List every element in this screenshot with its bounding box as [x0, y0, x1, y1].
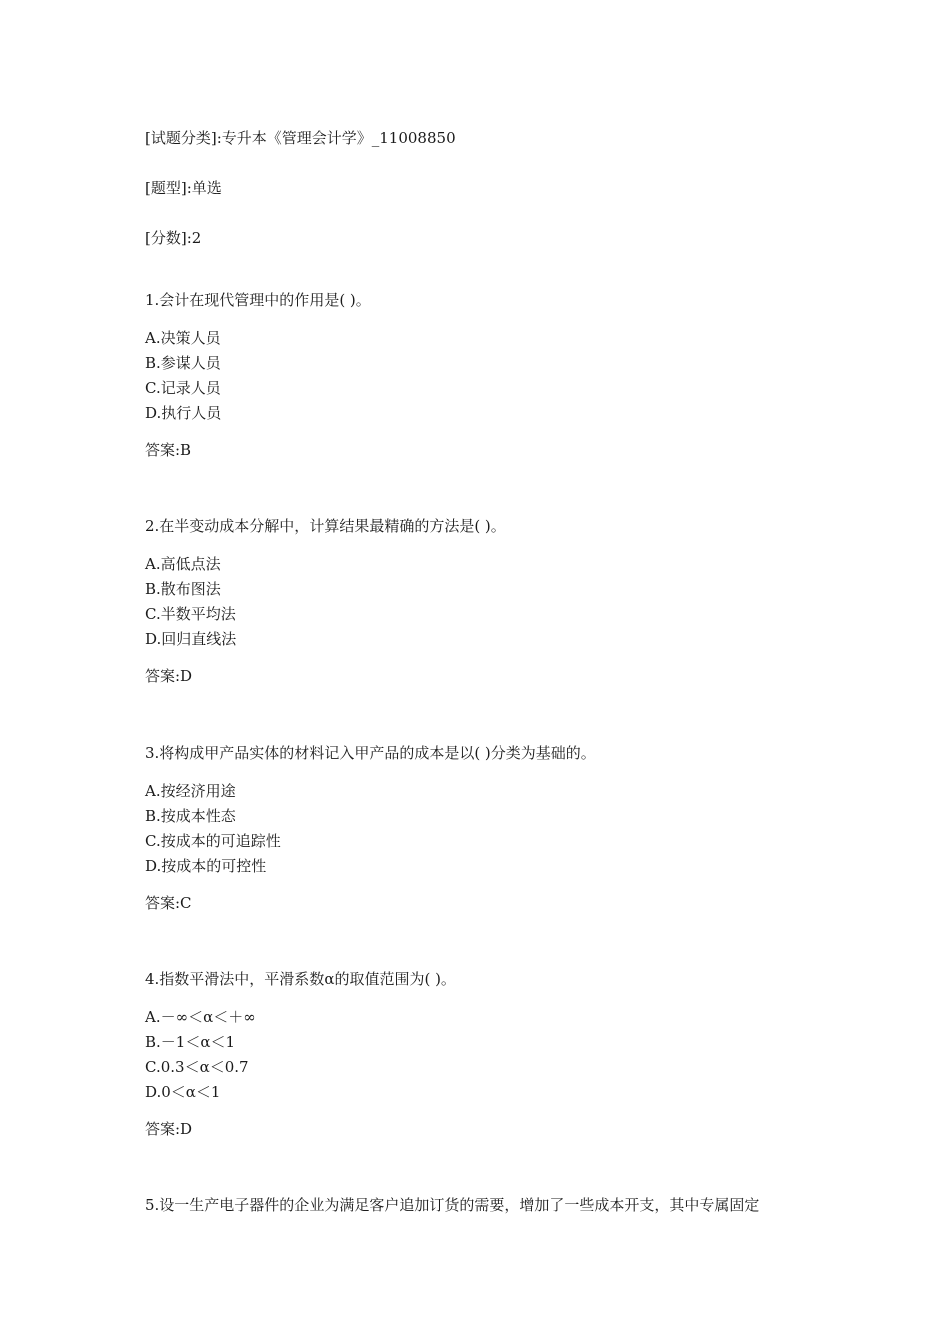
question-type-line: [题型]:单选 [145, 179, 222, 197]
option-d: D.0＜α＜1 [145, 1083, 221, 1101]
question-3 [145, 743, 825, 912]
question-text: 2.在半变动成本分解中，计算结果最精确的方法是( )。 [145, 517, 506, 535]
answer-line: 答案:D [145, 1120, 193, 1138]
option-a: A.高低点法 [145, 555, 221, 573]
category-line: [试题分类]:专升本《管理会计学》_11008850 [145, 129, 456, 147]
question-2 [145, 516, 825, 685]
question-text: 4.指数平滑法中，平滑系数α的取值范围为( )。 [145, 970, 456, 988]
option-list [145, 1005, 256, 1105]
answer-line: 答案:C [145, 894, 192, 912]
option-d: D.回归直线法 [145, 630, 237, 648]
option-b: B.按成本性态 [145, 807, 236, 825]
option-list [145, 326, 221, 426]
question-text: 5.设一生产电子器件的企业为满足客户追加订货的需要，增加了一些成本开支，其中专属固定 [145, 1196, 760, 1214]
question-4 [145, 969, 825, 1138]
answer-line: 答案:D [145, 667, 193, 685]
option-c: C.半数平均法 [145, 605, 236, 623]
option-c: C.按成本的可追踪性 [145, 832, 281, 850]
option-a: A.－∞＜α＜＋∞ [145, 1008, 256, 1026]
option-list [145, 779, 281, 879]
score-line: [分数]:2 [145, 229, 202, 247]
option-d: D.执行人员 [145, 404, 222, 422]
option-c: C.0.3＜α＜0.7 [145, 1058, 249, 1076]
option-b: B.参谋人员 [145, 354, 221, 372]
question-text: 3.将构成甲产品实体的材料记入甲产品的成本是以( )分类为基础的。 [145, 744, 596, 762]
question-text: 1.会计在现代管理中的作用是( )。 [145, 291, 371, 309]
option-c: C.记录人员 [145, 379, 221, 397]
answer-line: 答案:B [145, 441, 192, 459]
option-b: B.散布图法 [145, 580, 221, 598]
question-5 [145, 1195, 825, 1215]
option-list [145, 552, 236, 652]
option-d: D.按成本的可控性 [145, 857, 267, 875]
option-b: B.－1＜α＜1 [145, 1033, 236, 1051]
option-a: A.按经济用途 [145, 782, 236, 800]
question-1 [145, 290, 825, 459]
option-a: A.决策人员 [145, 329, 221, 347]
